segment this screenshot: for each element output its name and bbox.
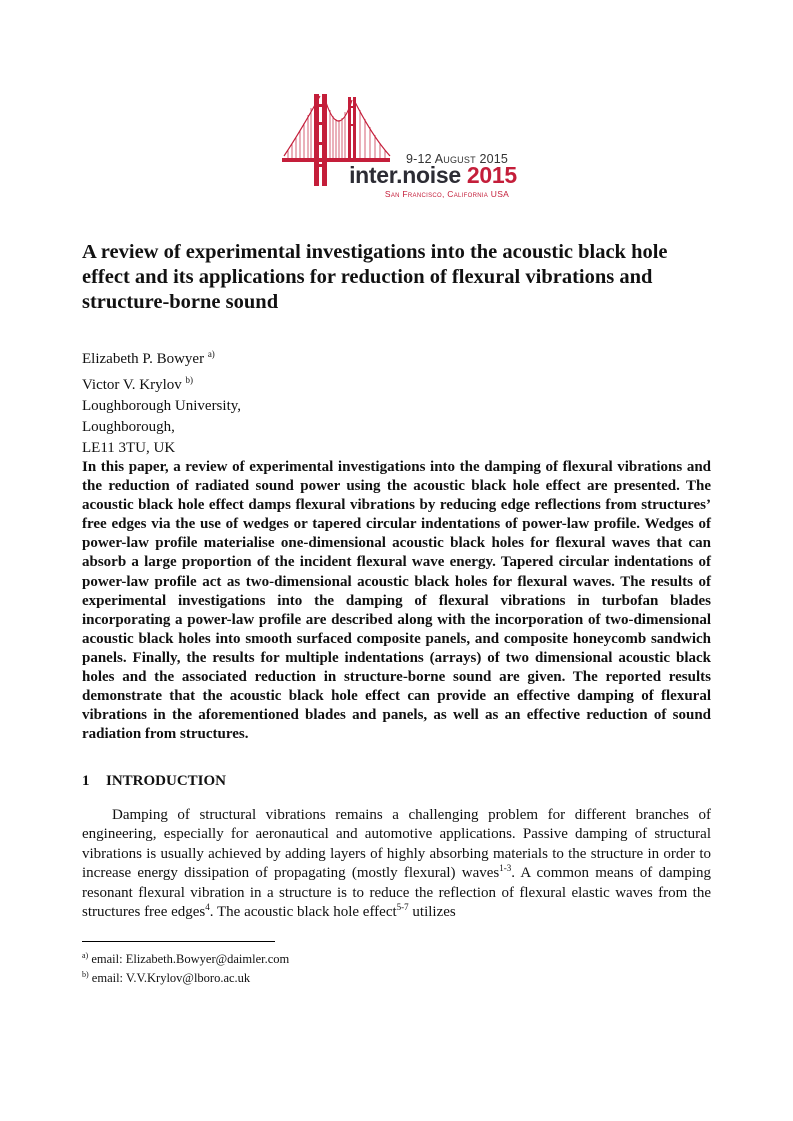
footnotes (82, 948, 482, 986)
paper-title: A review of experimental investigations into the acoustic black hole effect and its applications for reduction of flexural vibrations and structure-borne sound (82, 241, 668, 313)
author-block (82, 344, 482, 459)
author-1 (82, 344, 482, 370)
abstract: In this paper, a review of experimental investigations into the damping of flexural vibrations and the reduction of radiated sound power using the acoustic black hole effect are presented. The acoustic black hole effect damps flexural vibrations by reducing edge reflections from structures’ free edges via the use of wedges or tapered circular indentations of power-law profile. Wedges of power-law profile materialise one-dimensional acoustic black holes for flexural waves that can absorb a large proportion of the incident flexural wave energy. Tapered circular indentations of power-law profile act as two-dimensional acoustic black holes for flexural waves. The results of experimental investigations into the damping of flexural vibrations in turbofan blades incorporating a power-law profile are described along with the incorporation of two-dimensional acoustic black holes into smooth surfaced composite panels, and composite honeycomb sandwich panels. Finally, the results for multiple indentations (arrays) of two dimensional acoustic black holes and the associated reduction in structure-borne sound are given. The reported results demonstrate that the acoustic black hole effect can provide an effective damping of flexural vibrations in the aforementioned blades and panels, as well as an effective reduction of sound radiation from structures. (82, 459, 711, 743)
affiliation-line: Loughborough, (82, 419, 175, 435)
author-name: Elizabeth P. Bowyer (82, 351, 208, 367)
footnote-mark: a) (82, 951, 89, 960)
conference-logo (282, 92, 522, 204)
body-text-segment: Damping of structural vibrations remains a challenging problem for different branches of engineering, especially for aeronautical and automotive applications. Passive damping of structural vibrations is usually achieved by adding layers of highly absorbing materials to the structure in order to increase energy dissipation of propagating (mostly flexural) waves (82, 807, 711, 882)
author-name: Victor V. Krylov (82, 377, 186, 393)
conference-location: San Francisco, California USA (384, 189, 510, 199)
author-mark: b) (185, 375, 194, 385)
citation-ref: 1-3 (499, 863, 512, 874)
body-text-segment: . A common means of damping resonant flexural vibration in a structure is to reduce the reflection of flexural elastic waves from the structures free edges (82, 865, 711, 921)
footnote-mark: b) (82, 970, 89, 980)
citation-ref: 5-7 (396, 902, 409, 913)
conference-name (338, 162, 528, 189)
section-heading (82, 773, 226, 790)
citation-ref: 4 (205, 902, 210, 913)
author-mark: a) (207, 349, 215, 359)
conference-date: 9-12 August 2015 (405, 152, 509, 166)
footnote (82, 948, 482, 967)
conference-name-year: 2015 (460, 162, 517, 188)
footnote-email: email: Elizabeth.Bowyer@daimler.com (88, 952, 290, 967)
affiliation-line: Loughborough University, (82, 398, 242, 414)
affiliation-line: LE11 3TU, UK (82, 440, 176, 456)
conference-name-main: inter.noise (349, 162, 461, 188)
introduction-paragraph (82, 806, 711, 922)
section-number: 1 (82, 773, 90, 789)
body-text-segment: utilizes (408, 904, 456, 921)
footnote (82, 967, 482, 986)
footnote-email: email: V.V.Krylov@lboro.ac.uk (88, 971, 251, 986)
section-title: INTRODUCTION (106, 773, 227, 789)
footnote-divider (82, 941, 275, 942)
author-2 (82, 370, 482, 396)
body-text-segment: . The acoustic black hole effect (209, 904, 397, 921)
